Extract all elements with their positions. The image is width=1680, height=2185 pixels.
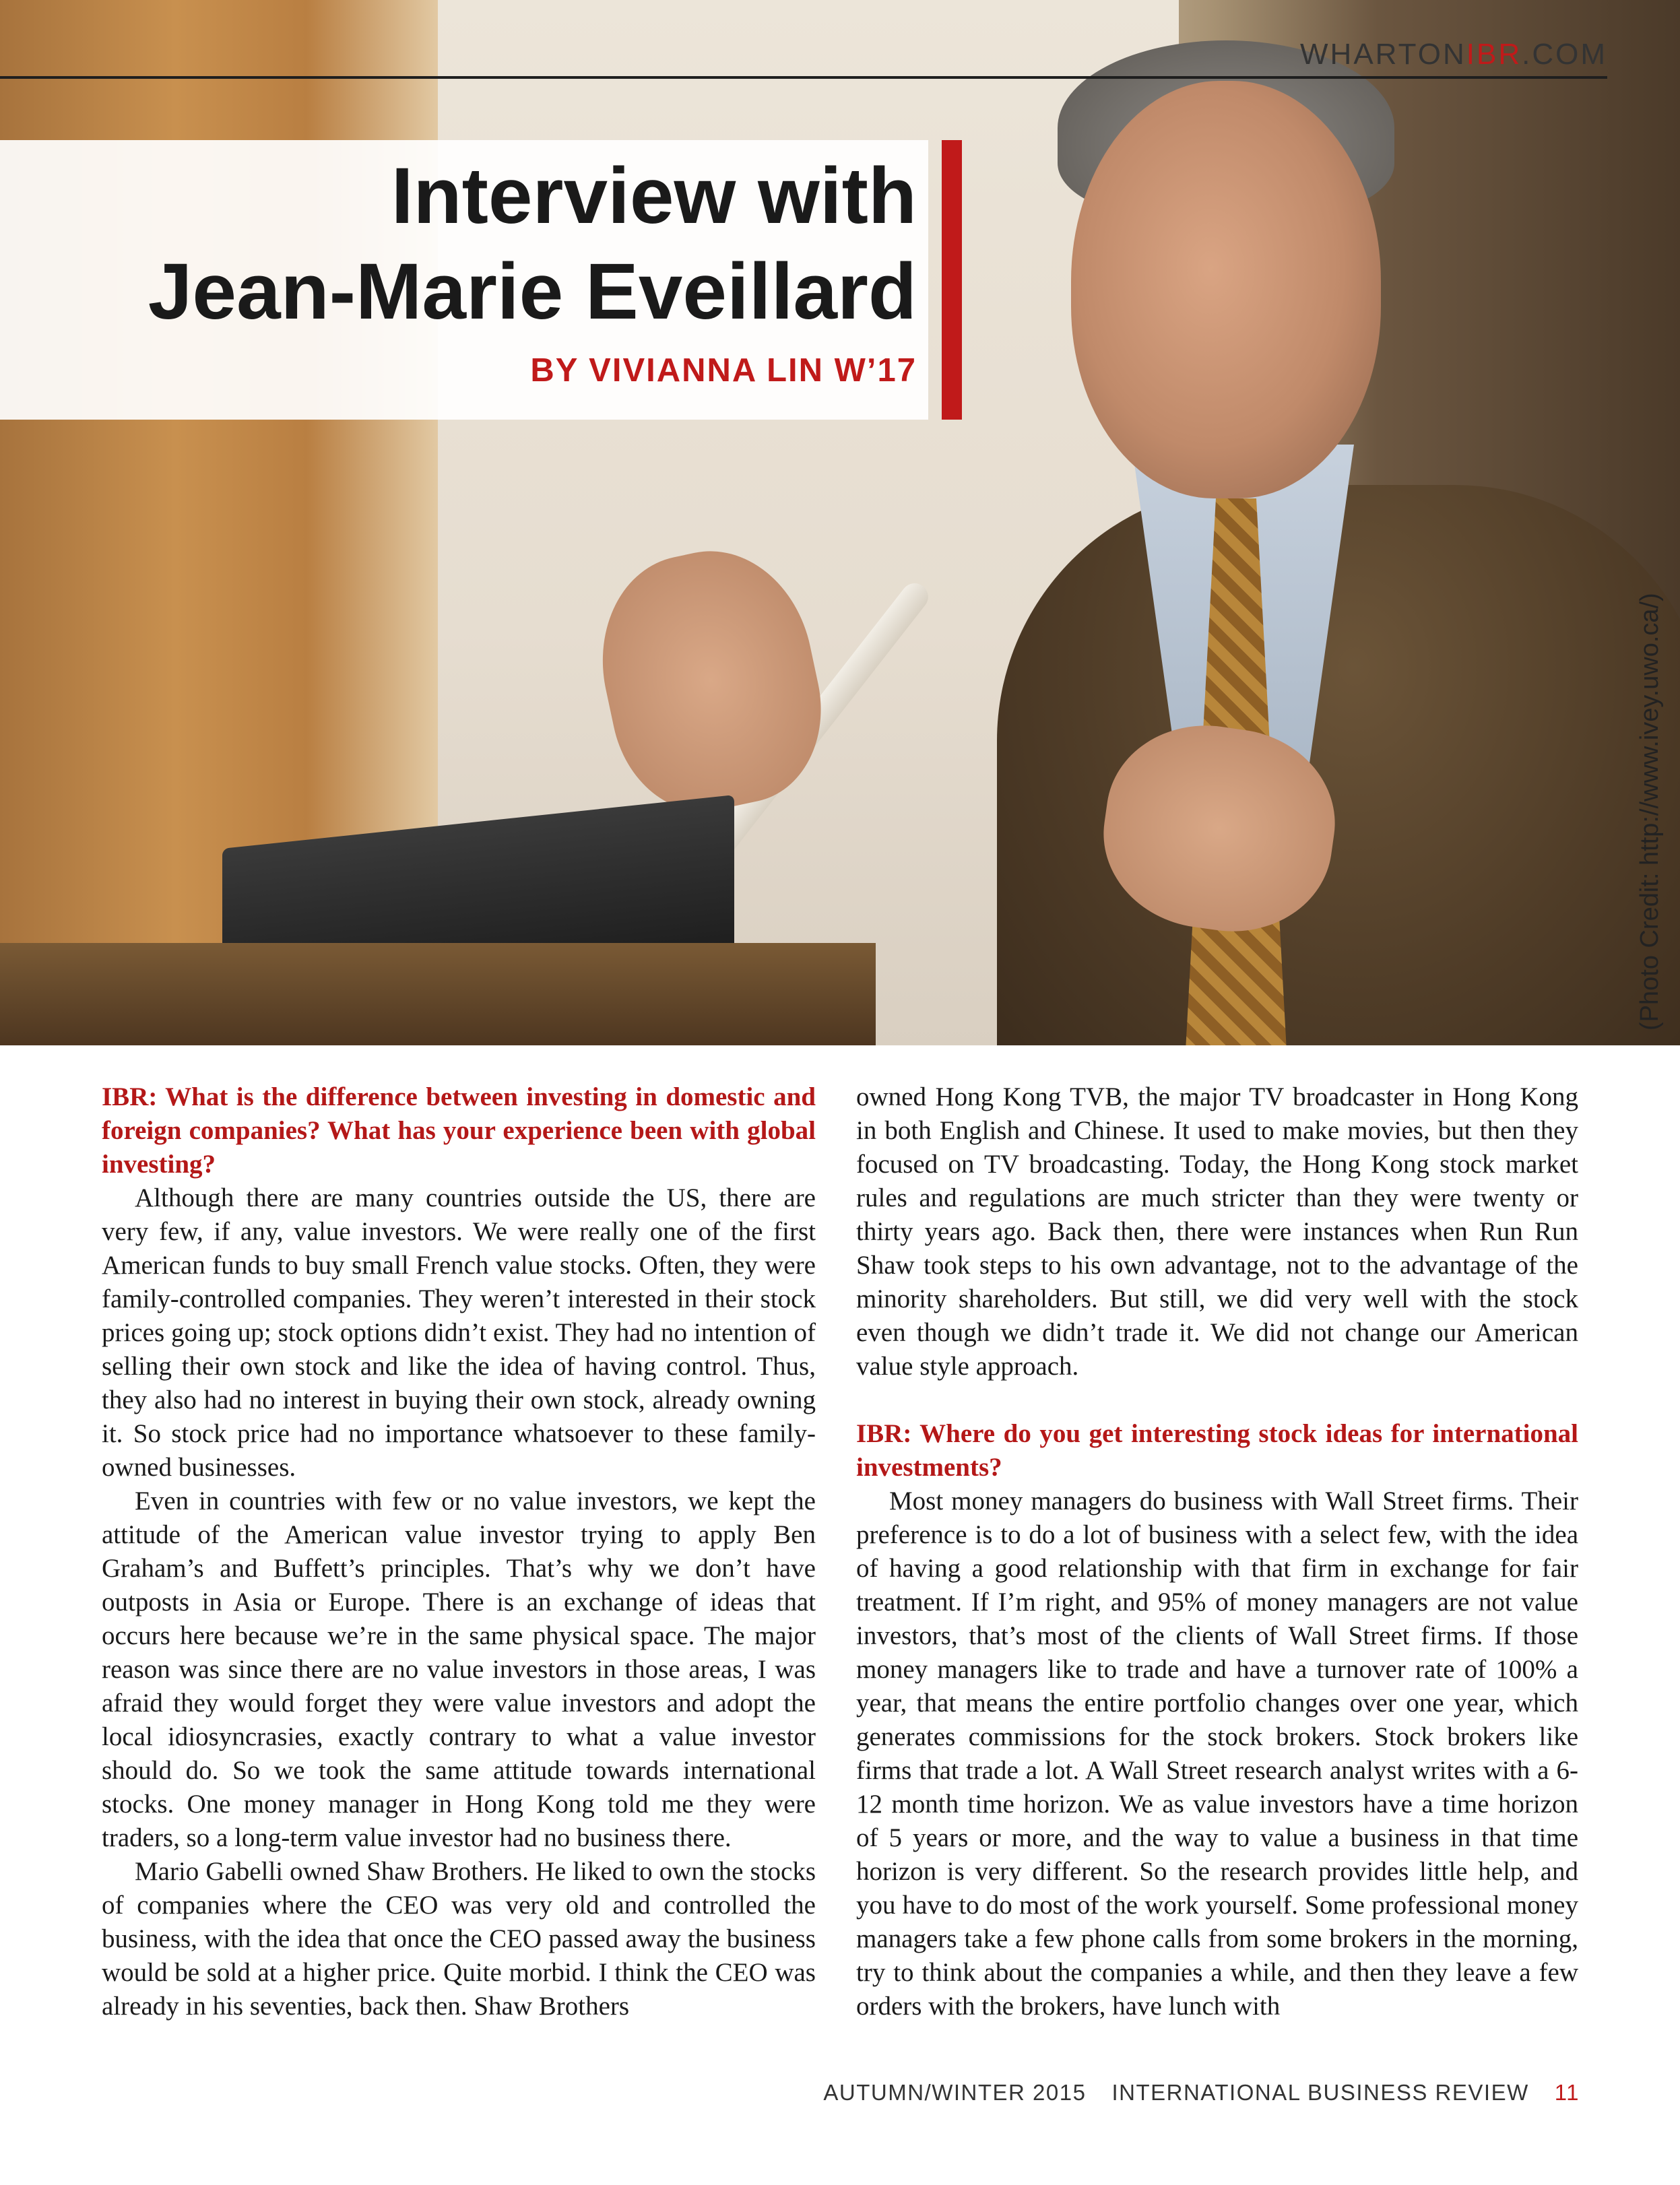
answer-2-paragraph-1: Most money managers do business with Wall Street firms. Their preference is to do a lot of business with a select few, with the idea of having a good relationship with that firm in exchange for fair treatment. If I’m right, and 95% of money managers are not value investors, that’s most of the clients of Wall Street firms. If those money managers like to trade and have a turnover rate of 100% a year, that means the entire portfolio changes over one year, which generates commissions for the stock brokers. Stock brokers like firms that trade a lot. A Wall Street research analyst writes with a 6-12 month time horizon. We as value investors have a time horizon of 5 years or more, and the way to value a business in that time horizon is very different. So the research provides little help, and you have to do most of the work yourself. Some professional money managers take a few phone calls from some brokers in the morning, try to think about the companies a while, and then they leave a few orders with the brokers, have lunch with — [856, 1487, 1578, 2021]
speaker-head — [1071, 81, 1381, 498]
question-2: IBR: Where do you get interesting stock ideas for international investments? — [856, 1419, 1578, 1482]
speaker-suit — [997, 485, 1680, 1045]
title-accent-bar — [942, 140, 962, 420]
answer-1-paragraph-2: Even in countries with few or no value investors, we kept the attitude of the American value investor trying to apply Ben Graham’s and Buffett’s principles. That’s why we don’t have outposts in Asia or Europe. There is an exchange of ideas that occurs here because we’re in the same physical space. The major reason was since there are no value investors in those areas, I was afraid they would forget they were value investors and adopt the local idiosyncrasies, exactly contrary to what a value investor should do. So we took the same attitude towards international stocks. One money manager in Hong Kong told me they were traders, so a long-term value investor had no business there. — [102, 1487, 816, 1852]
left-column — [102, 1080, 816, 2023]
article-byline: BY VIVIANNA LIN W’17 — [530, 352, 917, 389]
footer-magazine: INTERNATIONAL BUSINESS REVIEW — [1111, 2080, 1529, 2105]
answer-1-paragraph-1: Although there are many countries outside the US, there are very few, if any, value investors. We were really one of the first American funds to buy small French value stocks. Often, they were family-controlled companies. They weren’t interested in their stock prices going up; stock options didn’t exist. They had no intention of selling their own stock and like the idea of having control. Thus, they also had no interest in buying their own stock, already owning it. So stock price had no importance whatsoever to these family-owned businesses. — [102, 1183, 816, 1482]
paragraph-gap — [856, 1383, 1578, 1417]
page-number: 11 — [1554, 2080, 1580, 2105]
podium — [0, 943, 876, 1045]
footer-issue: AUTUMN/WINTER 2015 — [823, 2080, 1087, 2105]
question-1: IBR: What is the difference between investing in domestic and foreign companies? What has your experience been with global investing? — [102, 1082, 816, 1179]
site-prefix: WHARTON — [1300, 38, 1466, 71]
site-url[interactable] — [1300, 38, 1607, 71]
answer-1-paragraph-3: Mario Gabelli owned Shaw Brothers. He liked to own the stocks of companies where the CEO was very old and controlled the business, with the idea that once the CEO passed away the business would be sold at a higher price. Quite morbid. I think the CEO was already in his seventies, back then. Shaw Brothers — [102, 1857, 816, 2021]
answer-1-paragraph-3-continued: owned Hong Kong TVB, the major TV broadcaster in Hong Kong in both English and Chinese. It used to make movies, but then they focused on TV broadcasting. Today, the Hong Kong stock market rules and regulations are much stricter than they were twenty or thirty years ago. Back then, there were instances when Run Run Shaw took steps to his own advantage, not to the advantage of the minority shareholders. But still, we did very well with the stock even though we didn’t trade it. We did not change our American value style approach. — [856, 1082, 1578, 1381]
right-column — [856, 1080, 1578, 2023]
article-title — [148, 148, 917, 339]
page-footer — [823, 2080, 1580, 2106]
title-line-1: Interview with — [391, 152, 917, 240]
site-suffix: .COM — [1522, 38, 1607, 71]
photo-credit: (Photo Credit: http://www.ivey.uwo.ca/) — [1636, 593, 1664, 1031]
site-accent: IBR — [1466, 38, 1522, 71]
header-rule — [0, 76, 1607, 79]
title-line-2: Jean-Marie Eveillard — [148, 247, 917, 336]
